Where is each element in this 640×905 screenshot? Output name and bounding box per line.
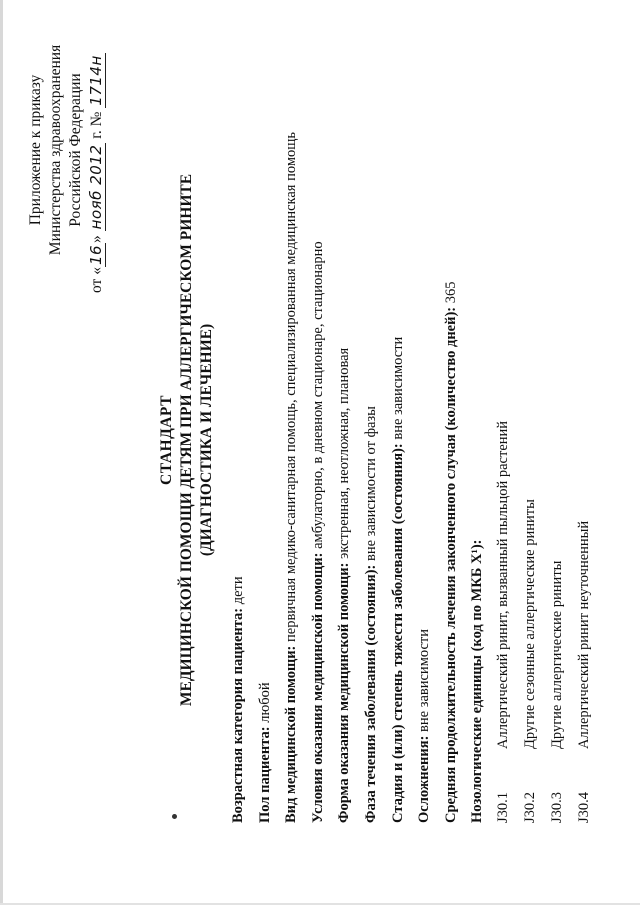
attribute-value: вне зависимости <box>416 628 433 736</box>
attribute-row <box>331 3 358 823</box>
attribute-key: Возрастная категория пациента: <box>230 607 246 823</box>
attribute-key: Стадия и (или) степень тяжести заболевания (состояния): <box>389 443 406 823</box>
title-standard: СТАНДАРТ <box>158 395 175 485</box>
attribute-key: Фаза течения заболевания (состояния): <box>362 564 379 823</box>
title-main: МЕДИЦИНСКОЙ ПОМОЩИ ДЕТЯМ ПРИ АЛЛЕРГИЧЕСКОМ РИНИТЕ <box>178 173 195 707</box>
approval-line-3: Российской Федерации <box>67 73 84 227</box>
nosology-row <box>571 3 598 823</box>
attribute-row <box>385 3 412 823</box>
attribute-key: Нозологические единицы (код по МКБ X¹): <box>469 539 486 823</box>
attribute-row <box>225 3 252 823</box>
attribute-value: 365 <box>442 281 459 307</box>
icd-code: J30.4 <box>576 791 592 823</box>
date-month-year-handwritten: нояб 2012 <box>87 144 105 230</box>
icd-name: Другие аллергические риниты <box>549 560 565 749</box>
document-title <box>157 95 217 785</box>
icd-name: Другие сезонные аллергические риниты <box>522 499 538 749</box>
date-day-handwritten: 16 <box>87 244 105 266</box>
approval-line-1: Приложение к приказу <box>27 74 44 226</box>
attribute-value: дети <box>230 576 246 608</box>
approval-line-2: Министерства здравоохранения <box>47 44 64 256</box>
attribute-key: Пол пациента: <box>256 726 273 823</box>
date-prefix: от « <box>88 267 105 293</box>
attribute-value: вне зависимости от фазы <box>362 406 379 565</box>
order-number-handwritten: 1714н <box>87 55 105 106</box>
icd-name: Аллергический ринит, вызванный пыльцой растений <box>495 420 511 749</box>
attributes-list <box>225 3 491 823</box>
attribute-row <box>252 3 279 823</box>
margin-mark <box>172 814 177 819</box>
nosology-row <box>490 3 517 823</box>
attribute-key: Вид медицинской помощи: <box>283 645 300 823</box>
attribute-key: Форма оказания медицинской помощи: <box>336 562 353 823</box>
approval-date-line <box>86 5 107 295</box>
attribute-row <box>438 3 465 823</box>
attribute-row <box>305 3 332 823</box>
attribute-value: вне зависимости <box>389 336 406 444</box>
attribute-value: любой <box>256 682 273 727</box>
title-subtitle: (ДИАГНОСТИКА И ЛЕЧЕНИЕ) <box>198 323 215 557</box>
approval-block <box>26 5 107 295</box>
attribute-key: Средняя продолжительность лечения законченного случая (количество дней): <box>442 306 459 823</box>
icd-code: J30.1 <box>495 791 511 823</box>
attribute-value: экстренная, неотложная, плановая <box>336 347 353 563</box>
attribute-value: амбулаторно, в дневном стационаре, стационарно <box>309 241 326 553</box>
nosology-row <box>544 3 571 823</box>
attribute-row <box>464 3 491 823</box>
attribute-row <box>358 3 385 823</box>
icd-code: J30.2 <box>522 791 538 823</box>
attribute-row <box>278 3 305 823</box>
nosology-list <box>490 3 598 823</box>
date-mid: » <box>88 235 105 243</box>
attribute-key: Осложнения: <box>416 735 433 823</box>
nosology-row <box>517 3 544 823</box>
icd-code: J30.3 <box>549 791 565 823</box>
attribute-value: первичная медико-санитарная помощь, специализированная медицинская помощь <box>283 131 300 646</box>
attribute-key: Условия оказания медицинской помощи: <box>309 552 326 823</box>
icd-name: Аллергический ринит неуточненный <box>576 520 592 749</box>
date-suffix: г. № <box>88 111 105 139</box>
attribute-row <box>411 3 438 823</box>
